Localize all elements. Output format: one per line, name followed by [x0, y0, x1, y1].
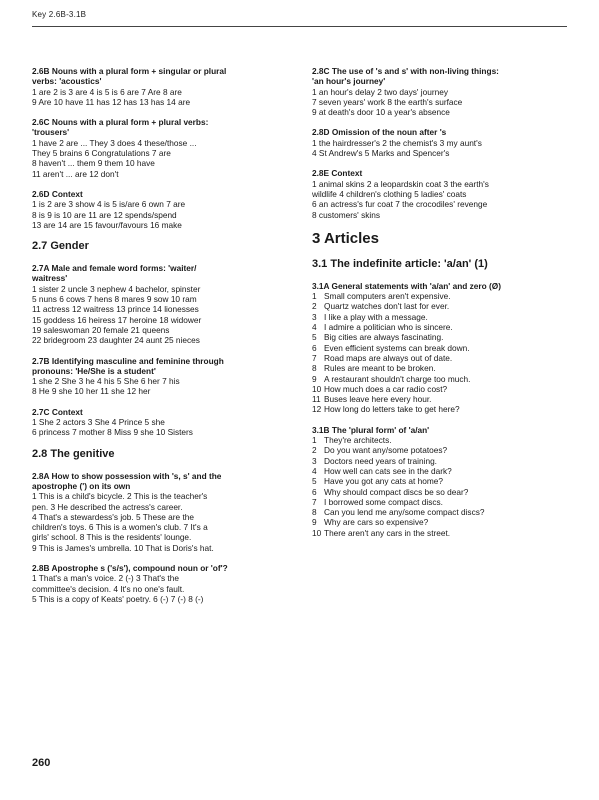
- exercise-title: 2.6B Nouns with a plural form + singular or plural: [32, 66, 227, 76]
- answer-text: Road maps are always out of date.: [324, 352, 453, 363]
- answer-line: 11 actress 12 waitress 13 prince 14 lionesses: [32, 304, 199, 315]
- answer-text: Buses leave here every hour.: [324, 394, 432, 405]
- exercise-title: 3.1A General statements with 'a/an' and zero (Ø): [312, 280, 501, 291]
- answer-text: Why should compact discs be so dear?: [324, 486, 469, 497]
- answer-text: How much does a car radio cost?: [324, 383, 448, 394]
- exercise-block: [32, 263, 294, 345]
- exercise-title: waitress': [32, 273, 68, 284]
- answer-text: A restaurant shouldn't charge too much.: [324, 373, 471, 384]
- answer-line: 19 saleswoman 20 female 21 queens: [32, 324, 170, 335]
- section-title: 3.1 The indefinite article: 'a/an' (1): [312, 257, 488, 270]
- left-column: [32, 66, 294, 614]
- answer-line: 4 That's a stewardess's job. 5 These are the: [32, 511, 194, 522]
- exercise-title: 'trousers': [32, 127, 70, 138]
- answer-item: [312, 507, 574, 517]
- answer-number: 4: [312, 465, 317, 476]
- answer-line: 8 is 9 is 10 are 11 are 12 spends/spend: [32, 209, 177, 220]
- answer-line: 1 This is a child's bicycle. 2 This is the teacher's: [32, 491, 208, 502]
- answer-text: How well can cats see in the dark?: [324, 465, 452, 476]
- answer-line: 5 This is a copy of Keats' poetry. 6 (-) 7 (-) 8 (-): [32, 593, 204, 604]
- exercise-title: 2.6D Context: [32, 188, 83, 199]
- exercise-title: 2.6C Nouns with a plural form + plural verbs:: [32, 117, 209, 128]
- answer-item: [312, 517, 574, 527]
- exercise-title: 2.7B Identifying masculine and feminine through: [32, 355, 224, 366]
- answer-line: 9 This is James's umbrella. 10 That is Doris's hat.: [32, 542, 214, 553]
- answer-text: Have you got any cats at home?: [324, 476, 443, 487]
- answer-item: [312, 528, 574, 538]
- answer-line: 22 bridegroom 23 daughter 24 aunt 25 nieces: [32, 335, 200, 346]
- answer-line: 1 she 2 She 3 he 4 his 5 She 6 her 7 his: [32, 376, 180, 387]
- answer-item: [312, 476, 574, 486]
- answer-item: [312, 445, 574, 455]
- answer-number: 1: [312, 435, 317, 446]
- answer-number: 10: [312, 383, 322, 394]
- answer-line: 9 at death's door 10 a year's absence: [312, 107, 450, 118]
- answer-number: 11: [312, 394, 321, 405]
- answer-text: They're architects.: [324, 435, 392, 446]
- chapter-title: 3 Articles: [312, 229, 379, 247]
- answer-line: 6 an actress's fur coat 7 the crocodiles' revenge: [312, 199, 488, 210]
- answer-line: 1 an hour's delay 2 two days' journey: [312, 86, 448, 97]
- answer-line: 1 sister 2 uncle 3 nephew 4 bachelor, spinster: [32, 283, 201, 294]
- answer-line: pen. 3 He described the actress's career.: [32, 501, 183, 512]
- page-number: 260: [32, 757, 51, 769]
- exercise-block: [312, 168, 574, 219]
- answer-line: girls' school. 8 This is the residents' lounge.: [32, 532, 192, 543]
- answer-item: [312, 353, 574, 363]
- answer-line: 4 St Andrew's 5 Marks and Spencer's: [312, 148, 450, 159]
- answer-line: 15 goddess 16 heiress 17 heroine 18 widower: [32, 314, 202, 325]
- answer-text: I like a play with a message.: [324, 311, 428, 322]
- exercise-block: [32, 356, 294, 397]
- exercise-block: [32, 189, 294, 230]
- answer-text: Can you lend me any/some compact discs?: [324, 507, 485, 518]
- answer-text: Doctors need years of training.: [324, 455, 437, 466]
- answer-number: 8: [312, 363, 317, 374]
- answer-item: [312, 404, 574, 414]
- answer-item: [312, 384, 574, 394]
- answer-line: 1 are 2 is 3 are 4 is 5 is 6 are 7 Are 8 are: [32, 86, 182, 97]
- exercise-block: [32, 563, 294, 604]
- answer-number: 9: [312, 517, 317, 528]
- answer-line: 13 are 14 are 15 favour/favours 16 make: [32, 219, 182, 230]
- answer-item: [312, 374, 574, 384]
- exercise-block: [32, 66, 294, 107]
- answer-line: 8 He 9 she 10 her 11 she 12 her: [32, 386, 151, 397]
- answer-item: [312, 497, 574, 507]
- answer-number: 1: [312, 291, 317, 302]
- answer-line: 11 aren't ... are 12 don't: [32, 168, 119, 179]
- answer-item: [312, 332, 574, 342]
- answer-item: [312, 343, 574, 353]
- answer-text: I admire a politician who is sincere.: [324, 322, 453, 333]
- exercise-title: verbs: 'acoustics': [32, 76, 102, 87]
- answer-item: [312, 312, 574, 322]
- exercise-block: [32, 117, 294, 179]
- answer-item: [312, 456, 574, 466]
- answer-item: [312, 291, 574, 301]
- exercise-title: pronouns: 'He/She is a student': [32, 365, 156, 376]
- answer-number: 2: [312, 301, 317, 312]
- answer-item: [312, 301, 574, 311]
- header-rule: [32, 26, 567, 27]
- answer-line: committee's decision. 4 It's no one's fault.: [32, 583, 185, 594]
- answer-number: 9: [312, 373, 317, 384]
- answer-line: 7 seven years' work 8 the earth's surface: [312, 96, 463, 107]
- answer-text: Big cities are always fascinating.: [324, 332, 444, 343]
- exercise-title: 2.7A Male and female word forms: 'waiter/: [32, 263, 197, 274]
- answer-item: [312, 487, 574, 497]
- answer-number: 7: [312, 352, 317, 363]
- answer-number: 12: [312, 404, 322, 415]
- answer-line: 1 is 2 are 3 show 4 is 5 is/are 6 own 7 are: [32, 199, 186, 210]
- exercise-block: [312, 281, 574, 415]
- answer-line: 8 customers' skins: [312, 209, 380, 220]
- answer-line: 1 That's a man's voice. 2 (-) 3 That's the: [32, 573, 179, 584]
- answer-text: Even efficient systems can break down.: [324, 342, 470, 353]
- answer-number: 3: [312, 455, 317, 466]
- right-column: [312, 66, 574, 548]
- answer-number: 10: [312, 527, 322, 538]
- answer-number: 6: [312, 342, 317, 353]
- answer-number: 8: [312, 507, 317, 518]
- answer-line: 1 the hairdresser's 2 the chemist's 3 my aunt's: [312, 137, 482, 148]
- exercise-title: 2.8D Omission of the noun after 's: [312, 127, 447, 138]
- answer-text: Why are cars so expensive?: [324, 517, 429, 528]
- answer-text: There aren't any cars in the street.: [324, 527, 451, 538]
- exercise-block: [312, 425, 574, 538]
- exercise-title: 2.8C The use of 's and s' with non-living things:: [312, 66, 499, 76]
- running-header: Key 2.6B-3.1B: [32, 10, 87, 19]
- exercise-title: 2.8E Context: [312, 168, 363, 179]
- answer-line: They 5 brains 6 Congratulations 7 are: [32, 148, 171, 159]
- exercise-title: apostrophe (') on its own: [32, 480, 131, 491]
- answer-text: Rules are meant to be broken.: [324, 363, 436, 374]
- answer-line: 1 animal skins 2 a leopardskin coat 3 the earth's: [312, 178, 489, 189]
- answer-number: 5: [312, 476, 317, 487]
- exercise-title: 'an hour's journey': [312, 76, 386, 87]
- exercise-block: [32, 471, 294, 553]
- answer-number: 4: [312, 322, 317, 333]
- answer-line: children's toys. 6 This is a women's club. 7 It's a: [32, 522, 208, 533]
- exercise-title: 3.1B The 'plural form' of 'a/an': [312, 424, 430, 435]
- exercise-block: [32, 407, 294, 438]
- answer-item: [312, 322, 574, 332]
- answer-line: wildlife 4 children's clothing 5 ladies' coats: [312, 188, 467, 199]
- exercise-block: [312, 66, 574, 117]
- answer-number: 5: [312, 332, 317, 343]
- answer-number: 6: [312, 486, 317, 497]
- answer-number: 7: [312, 496, 317, 507]
- exercise-title: 2.8A How to show possession with 's, s' and the: [32, 470, 222, 481]
- answer-line: 9 Are 10 have 11 has 12 has 13 has 14 are: [32, 96, 191, 107]
- answer-text: Quartz watches don't last for ever.: [324, 301, 450, 312]
- answer-text: I borrowed some compact discs.: [324, 496, 443, 507]
- answer-item: [312, 435, 574, 445]
- answer-line: 6 princess 7 mother 8 Miss 9 she 10 Sisters: [32, 427, 193, 438]
- exercise-block: [312, 127, 574, 158]
- answer-line: 5 nuns 6 cows 7 hens 8 mares 9 sow 10 ram: [32, 294, 197, 305]
- answer-text: How long do letters take to get here?: [324, 404, 460, 415]
- exercise-title: 2.8B Apostrophe s ('s/s'), compound noun or 'of'?: [32, 562, 228, 573]
- exercise-title: 2.7C Context: [32, 406, 83, 417]
- answer-line: 1 have 2 are ... They 3 does 4 these/those ...: [32, 137, 197, 148]
- answer-item: [312, 466, 574, 476]
- answer-number: 3: [312, 311, 317, 322]
- answer-text: Small computers aren't expensive.: [324, 291, 451, 302]
- section-title: 2.7 Gender: [32, 240, 89, 253]
- answer-number: 2: [312, 445, 317, 456]
- answer-line: 8 haven't ... them 9 them 10 have: [32, 158, 155, 169]
- answer-text: Do you want any/some potatoes?: [324, 445, 448, 456]
- answer-line: 1 She 2 actors 3 She 4 Prince 5 she: [32, 417, 165, 428]
- answer-item: [312, 363, 574, 373]
- section-title: 2.8 The genitive: [32, 447, 115, 460]
- answer-item: [312, 394, 574, 404]
